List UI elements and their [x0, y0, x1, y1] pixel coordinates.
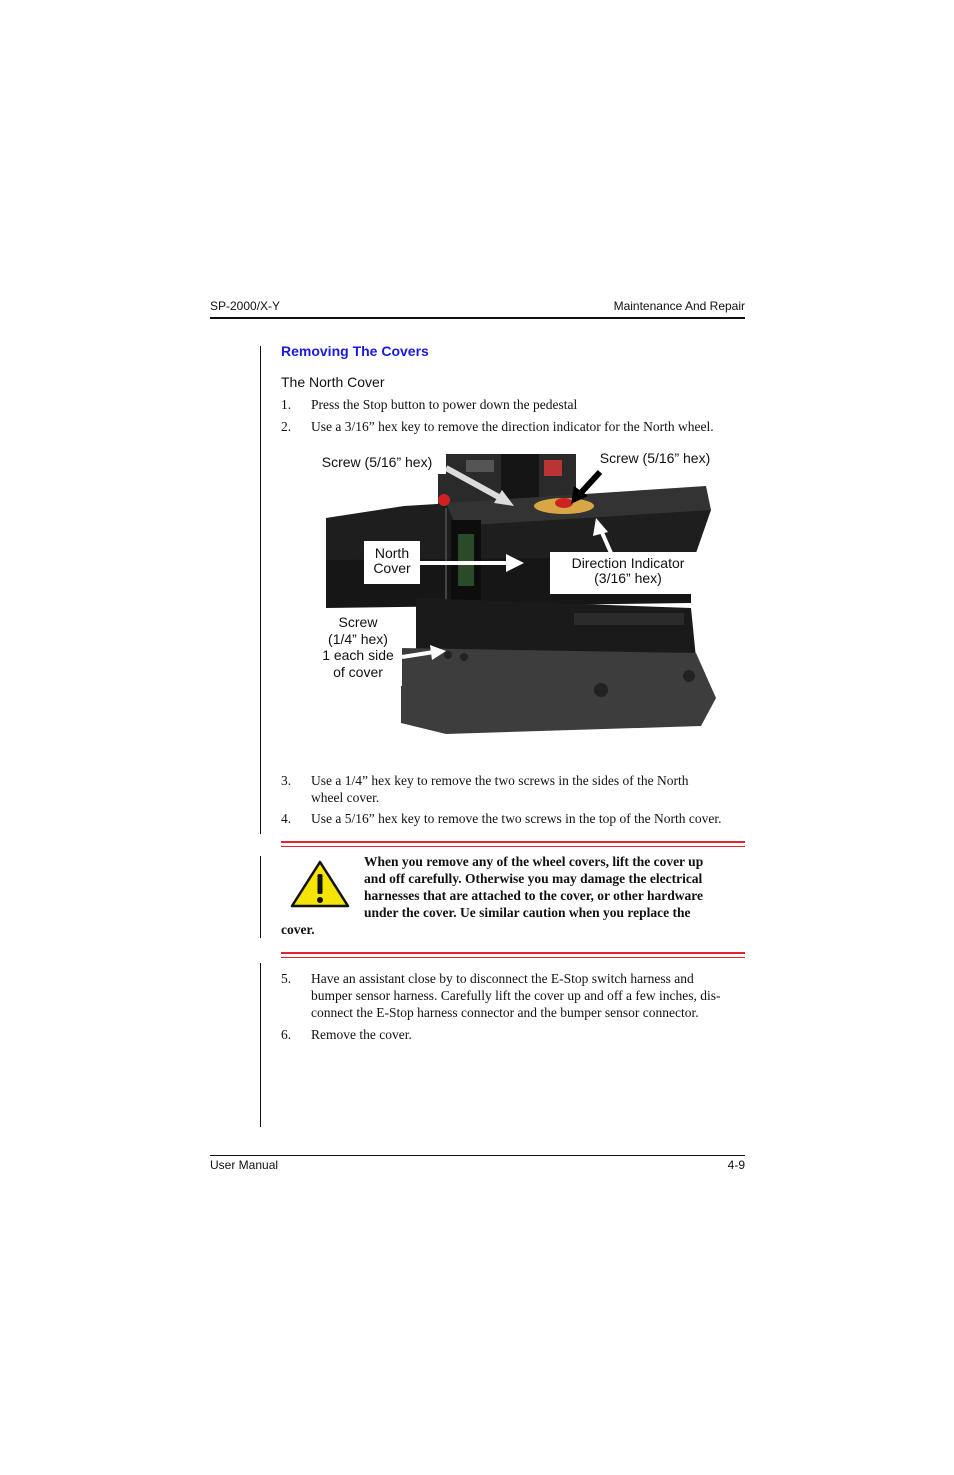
label-screw-right: Screw (5/16” hex) [599, 450, 711, 466]
label-text: Cover [373, 560, 411, 576]
step-number: 3. [281, 773, 292, 788]
step-text: wheel cover. [311, 790, 380, 805]
change-bar [260, 856, 261, 938]
label-side-screw [314, 609, 402, 686]
warning-line: under the cover. Ue similar caution when you replace the [364, 905, 691, 920]
footer-rule [210, 1155, 745, 1156]
pedestal-illustration [306, 448, 722, 751]
warning-rule-bottom [281, 952, 745, 954]
warning-rule-bottom [281, 957, 745, 958]
north-cover-photo [306, 448, 722, 751]
label-text: 1 each side [322, 647, 394, 663]
change-bar [260, 346, 261, 834]
step-text: bumper sensor harness. Carefully lift the cover up and off a few inches, dis- [311, 988, 721, 1003]
step-text: Remove the cover. [311, 1027, 412, 1042]
step-number: 1. [281, 397, 292, 412]
label-text: North [374, 545, 410, 561]
step-number: 6. [281, 1027, 292, 1042]
step-text: Have an assistant close by to disconnect the E-Stop switch harness and [311, 971, 694, 986]
label-text: Direction Indicator [571, 555, 685, 571]
warning-line: harnesses that are attached to the cover, or other hardware [364, 888, 703, 903]
step-text: connect the E-Stop harness connector and the bumper sensor connector. [311, 1005, 699, 1020]
warning-icon [289, 859, 351, 914]
step-number: 5. [281, 971, 292, 986]
warning-line: When you remove any of the wheel covers, lift the cover up [364, 854, 704, 869]
header-right: Maintenance And Repair [613, 299, 745, 313]
warning-rule-top [281, 846, 745, 847]
page-number: 4-9 [727, 1158, 745, 1172]
header-rule [210, 317, 745, 319]
warning-line: cover. [281, 922, 315, 937]
label-text: Screw [338, 614, 378, 630]
step-text: Use a 5/16” hex key to remove the two screws in the top of the North cover. [311, 811, 722, 826]
change-bar [260, 963, 261, 1127]
header-left: SP-2000/X-Y [210, 299, 281, 313]
section-title: Removing The Covers [281, 343, 429, 359]
label-text: (3/16” hex) [594, 570, 662, 586]
label-direction-indicator [550, 552, 706, 594]
label-screw-left: Screw (5/16” hex) [308, 454, 446, 474]
step-number: 4. [281, 811, 292, 826]
footer-left: User Manual [210, 1158, 279, 1172]
step-text: Use a 3/16” hex key to remove the direction indicator for the North wheel. [311, 419, 714, 434]
step-text: Use a 1/4” hex key to remove the two screws in the sides of the North [311, 773, 689, 788]
step-number: 2. [281, 419, 292, 434]
label-north-cover [364, 541, 420, 584]
warning-rule-top [281, 841, 745, 843]
warning-line: and off carefully. Otherwise you may damage the electrical [364, 871, 703, 886]
step-text: Press the Stop button to power down the pedestal [311, 397, 578, 412]
subsection-title: The North Cover [281, 374, 385, 390]
label-text: of cover [333, 663, 383, 680]
label-text: (1/4” hex) [328, 630, 388, 647]
